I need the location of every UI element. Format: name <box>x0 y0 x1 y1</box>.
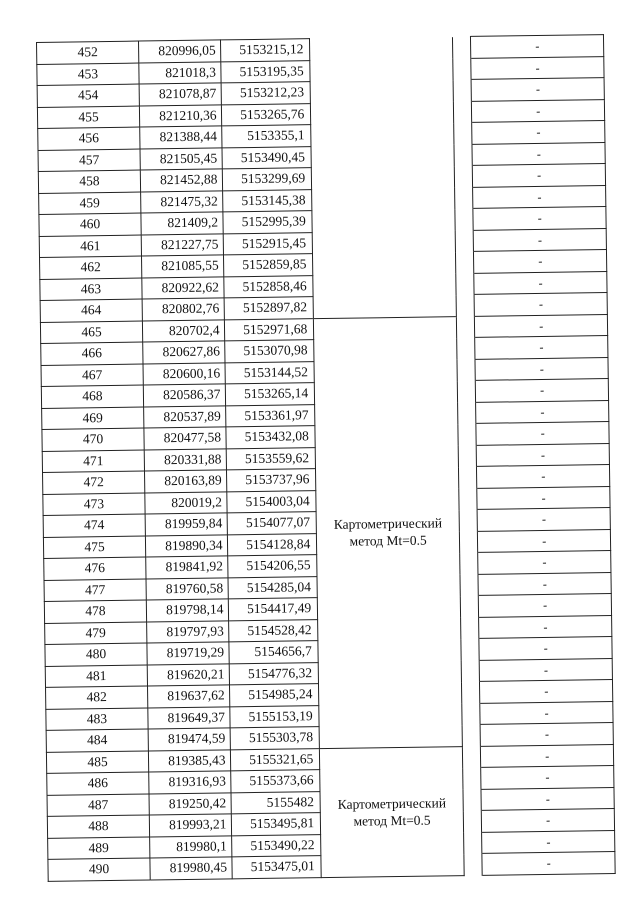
point-number-cell: 462 <box>40 256 142 279</box>
x-coordinate-cell: 819980,45 <box>150 857 232 880</box>
spacer-cell <box>456 294 475 316</box>
point-number-cell: 485 <box>46 751 148 774</box>
x-coordinate-cell: 819993,21 <box>149 814 231 837</box>
x-coordinate-cell: 819798,14 <box>146 599 228 622</box>
spacer-cell <box>459 509 478 531</box>
y-coordinate-cell: 5155373,66 <box>230 770 320 793</box>
spacer-cell <box>455 230 474 252</box>
x-coordinate-cell: 821388,44 <box>140 126 222 149</box>
y-coordinate-cell: 5152897,82 <box>224 297 314 320</box>
y-coordinate-cell: 5155303,78 <box>230 727 320 750</box>
point-number-cell: 490 <box>48 858 150 881</box>
y-coordinate-cell: 5154656,7 <box>228 641 318 664</box>
point-number-cell: 488 <box>47 815 149 838</box>
accuracy-cell: - <box>472 99 605 122</box>
accuracy-cell: - <box>481 744 614 767</box>
spacer-cell <box>462 724 481 746</box>
accuracy-cell: - <box>478 551 611 574</box>
point-number-cell: 472 <box>43 471 145 494</box>
accuracy-cell: - <box>480 658 613 681</box>
accuracy-cell: - <box>481 766 614 789</box>
accuracy-cell: - <box>481 787 614 810</box>
x-coordinate-cell: 821078,87 <box>139 83 221 106</box>
accuracy-cell: - <box>476 422 609 445</box>
accuracy-cell: - <box>472 121 605 144</box>
accuracy-cell: - <box>477 486 610 509</box>
point-number-cell: 465 <box>40 321 142 344</box>
accuracy-cell: - <box>476 379 609 402</box>
y-coordinate-cell: 5154128,84 <box>227 533 317 556</box>
accuracy-cell: - <box>473 207 606 230</box>
accuracy-cell: - <box>477 443 610 466</box>
point-number-cell: 473 <box>43 493 145 516</box>
y-coordinate-cell: 5153490,45 <box>222 146 312 169</box>
spacer-cell <box>458 445 477 467</box>
y-coordinate-cell: 5153475,01 <box>231 856 321 879</box>
spacer-cell <box>456 316 475 338</box>
accuracy-cell: - <box>482 851 615 874</box>
spacer-cell <box>459 466 478 488</box>
point-number-cell: 478 <box>44 600 146 623</box>
point-number-cell: 457 <box>38 149 140 172</box>
spacer-cell <box>464 832 483 854</box>
spacer-cell <box>456 273 475 295</box>
point-number-cell: 481 <box>45 665 147 688</box>
spacer-cell <box>459 531 478 553</box>
spacer-cell <box>460 595 479 617</box>
point-number-cell: 458 <box>38 170 140 193</box>
accuracy-cell: - <box>474 293 607 316</box>
spacer-cell <box>464 853 483 875</box>
spacer-cell <box>456 251 475 273</box>
x-coordinate-cell: 821085,55 <box>141 255 223 278</box>
spacer-cell <box>460 574 479 596</box>
x-coordinate-cell: 820331,88 <box>144 448 226 471</box>
x-coordinate-cell: 819890,34 <box>145 534 227 557</box>
point-number-cell: 489 <box>48 836 150 859</box>
accuracy-cell: - <box>471 35 604 58</box>
x-coordinate-cell: 820163,89 <box>144 470 226 493</box>
y-coordinate-cell: 5153070,98 <box>224 340 314 363</box>
point-number-cell: 470 <box>42 428 144 451</box>
spacer-cell <box>463 789 482 811</box>
accuracy-cell: - <box>475 357 608 380</box>
y-coordinate-cell: 5155321,65 <box>230 748 320 771</box>
y-coordinate-cell: 5154776,32 <box>229 662 319 685</box>
y-coordinate-cell: 5152971,68 <box>224 318 314 341</box>
y-coordinate-cell: 5153490,22 <box>231 834 321 857</box>
spacer-cell <box>462 746 481 768</box>
x-coordinate-cell: 820802,76 <box>142 298 224 321</box>
y-coordinate-cell: 5153737,96 <box>226 469 316 492</box>
point-number-cell: 487 <box>47 793 149 816</box>
accuracy-cell: - <box>480 680 613 703</box>
x-coordinate-cell: 819637,62 <box>147 685 229 708</box>
y-coordinate-cell: 5154003,04 <box>226 490 316 513</box>
spacer-cell <box>462 681 481 703</box>
accuracy-cell: - <box>479 615 612 638</box>
point-number-cell: 480 <box>45 643 147 666</box>
y-coordinate-cell: 5152995,39 <box>222 211 312 234</box>
accuracy-cell: - <box>476 400 609 423</box>
spacer-cell <box>461 660 480 682</box>
accuracy-cell: - <box>475 314 608 337</box>
x-coordinate-cell: 819760,58 <box>146 577 228 600</box>
y-coordinate-cell: 5153215,12 <box>220 39 310 62</box>
y-coordinate-cell: 5152859,85 <box>223 254 313 277</box>
spacer-cell <box>462 703 481 725</box>
point-number-cell: 461 <box>39 235 141 258</box>
accuracy-cell: - <box>480 701 613 724</box>
y-coordinate-cell: 5153195,35 <box>220 60 310 83</box>
y-coordinate-cell: 5153432,08 <box>225 426 315 449</box>
point-number-cell: 468 <box>41 385 143 408</box>
spacer-cell <box>455 187 474 209</box>
spacer-cell <box>453 58 472 80</box>
y-coordinate-cell: 5154985,24 <box>229 684 319 707</box>
x-coordinate-cell: 821227,75 <box>141 233 223 256</box>
point-number-cell: 482 <box>46 686 148 709</box>
accuracy-cell: - <box>472 142 605 165</box>
spacer-cell <box>454 122 473 144</box>
y-coordinate-cell: 5152858,46 <box>223 275 313 298</box>
x-coordinate-cell: 819719,29 <box>147 642 229 665</box>
accuracy-cell: - <box>473 185 606 208</box>
y-coordinate-cell: 5153495,81 <box>231 813 321 836</box>
x-coordinate-cell: 819250,42 <box>149 792 231 815</box>
spacer-cell <box>457 359 476 381</box>
y-coordinate-cell: 5154206,55 <box>227 555 317 578</box>
x-coordinate-cell: 821475,32 <box>141 190 223 213</box>
x-coordinate-cell: 820537,89 <box>144 405 226 428</box>
spacer-cell <box>458 423 477 445</box>
point-number-cell: 467 <box>41 364 143 387</box>
method-cell <box>310 37 457 318</box>
y-coordinate-cell: 5154417,49 <box>228 598 318 621</box>
x-coordinate-cell: 821452,88 <box>140 169 222 192</box>
point-number-cell: 479 <box>45 622 147 645</box>
point-number-cell: 486 <box>47 772 149 795</box>
x-coordinate-cell: 820702,4 <box>142 319 224 342</box>
spacer-cell <box>463 810 482 832</box>
accuracy-cell: - <box>478 529 611 552</box>
x-coordinate-cell: 821409,2 <box>141 212 223 235</box>
coordinates-table <box>36 34 616 881</box>
point-number-cell: 466 <box>41 342 143 365</box>
accuracy-cell: - <box>479 594 612 617</box>
spacer-cell <box>454 144 473 166</box>
x-coordinate-cell: 821210,36 <box>139 104 221 127</box>
x-coordinate-cell: 821505,45 <box>140 147 222 170</box>
accuracy-cell: - <box>475 336 608 359</box>
point-number-cell: 453 <box>37 63 139 86</box>
accuracy-cell: - <box>477 508 610 531</box>
y-coordinate-cell: 5152915,45 <box>223 232 313 255</box>
x-coordinate-cell: 820600,16 <box>143 362 225 385</box>
y-coordinate-cell: 5153145,38 <box>222 189 312 212</box>
y-coordinate-cell: 5155153,19 <box>229 705 319 728</box>
point-number-cell: 484 <box>46 729 148 752</box>
spacer-cell <box>461 617 480 639</box>
y-coordinate-cell: 5153144,52 <box>225 361 315 384</box>
point-number-cell: 455 <box>37 106 139 129</box>
x-coordinate-cell: 819385,43 <box>148 749 230 772</box>
y-coordinate-cell: 5153265,14 <box>225 383 315 406</box>
accuracy-cell: - <box>471 78 604 101</box>
x-coordinate-cell: 820477,58 <box>144 427 226 450</box>
spacer-cell <box>455 208 474 230</box>
x-coordinate-cell: 820586,37 <box>143 384 225 407</box>
method-cell: Картометрический метод Mt=0.5 <box>320 746 465 877</box>
x-coordinate-cell: 821018,3 <box>139 61 221 84</box>
y-coordinate-cell: 5153265,76 <box>221 103 311 126</box>
point-number-cell: 459 <box>39 192 141 215</box>
y-coordinate-cell: 5154528,42 <box>228 619 318 642</box>
accuracy-cell: - <box>474 228 607 251</box>
x-coordinate-cell: 819620,21 <box>147 663 229 686</box>
spacer-cell <box>453 36 472 58</box>
y-coordinate-cell: 5153355,1 <box>221 125 311 148</box>
accuracy-cell: - <box>480 723 613 746</box>
point-number-cell: 471 <box>42 450 144 473</box>
coordinates-table-body <box>37 35 616 881</box>
x-coordinate-cell: 819649,37 <box>148 706 230 729</box>
spacer-cell <box>453 101 472 123</box>
point-number-cell: 476 <box>44 557 146 580</box>
y-coordinate-cell: 5153299,69 <box>222 168 312 191</box>
spacer-cell <box>461 638 480 660</box>
point-number-cell: 469 <box>42 407 144 430</box>
accuracy-cell: - <box>473 164 606 187</box>
x-coordinate-cell: 819959,84 <box>145 513 227 536</box>
y-coordinate-cell: 5155482 <box>231 791 321 814</box>
point-number-cell: 464 <box>40 299 142 322</box>
point-number-cell: 454 <box>37 84 139 107</box>
x-coordinate-cell: 820996,05 <box>138 40 220 63</box>
point-number-cell: 456 <box>38 127 140 150</box>
y-coordinate-cell: 5153559,62 <box>226 447 316 470</box>
point-number-cell: 460 <box>39 213 141 236</box>
x-coordinate-cell: 819980,1 <box>150 835 232 858</box>
accuracy-cell: - <box>478 572 611 595</box>
accuracy-cell: - <box>482 809 615 832</box>
point-number-cell: 477 <box>44 579 146 602</box>
x-coordinate-cell: 820922,62 <box>142 276 224 299</box>
point-number-cell: 463 <box>40 278 142 301</box>
spacer-cell <box>463 767 482 789</box>
spacer-cell <box>454 165 473 187</box>
accuracy-cell: - <box>477 465 610 488</box>
accuracy-cell: - <box>471 56 604 79</box>
y-coordinate-cell: 5153212,23 <box>221 82 311 105</box>
accuracy-cell: - <box>479 637 612 660</box>
x-coordinate-cell: 819797,93 <box>147 620 229 643</box>
point-number-cell: 475 <box>43 536 145 559</box>
y-coordinate-cell: 5153361,97 <box>225 404 315 427</box>
x-coordinate-cell: 820627,86 <box>143 341 225 364</box>
spacer-cell <box>453 79 472 101</box>
spacer-cell <box>459 488 478 510</box>
spacer-cell <box>460 552 479 574</box>
spacer-cell <box>458 402 477 424</box>
spacer-cell <box>457 380 476 402</box>
method-cell: Картометрический метод Mt=0.5 <box>314 316 463 748</box>
x-coordinate-cell: 819474,59 <box>148 728 230 751</box>
accuracy-cell: - <box>474 250 607 273</box>
x-coordinate-cell: 819841,92 <box>146 556 228 579</box>
accuracy-cell: - <box>482 830 615 853</box>
point-number-cell: 452 <box>37 41 139 64</box>
point-number-cell: 474 <box>43 514 145 537</box>
point-number-cell: 483 <box>46 708 148 731</box>
accuracy-cell: - <box>474 271 607 294</box>
x-coordinate-cell: 820019,2 <box>145 491 227 514</box>
x-coordinate-cell: 819316,93 <box>149 771 231 794</box>
y-coordinate-cell: 5154285,04 <box>228 576 318 599</box>
coordinate-sheet <box>36 34 615 877</box>
y-coordinate-cell: 5154077,07 <box>227 512 317 535</box>
spacer-cell <box>457 337 476 359</box>
